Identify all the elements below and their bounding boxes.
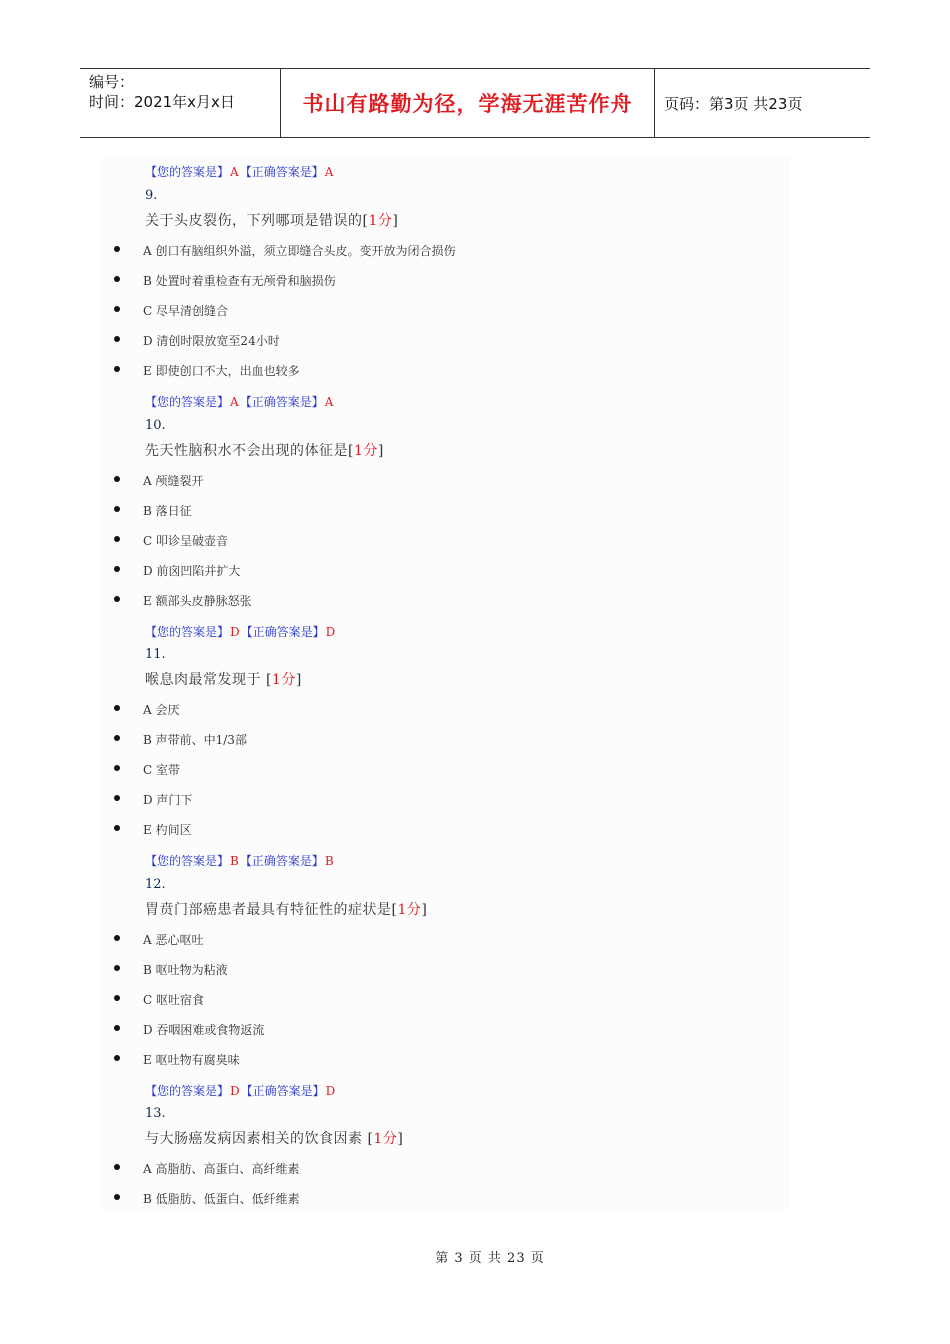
question-stem: 与大肠癌发病因素相关的饮食因素 [ [145, 1131, 374, 1147]
bullet-icon [114, 795, 120, 801]
option-text: C 叩诊呈破壶音 [143, 533, 228, 548]
option-text: A 恶心呕吐 [143, 932, 204, 947]
option-text: C 室带 [143, 763, 180, 777]
bullet-icon [114, 246, 120, 252]
option-item [100, 761, 790, 783]
option-text: C 呕吐宿食 [143, 992, 204, 1007]
your-answer-value: D [230, 624, 240, 639]
header-motto: 书山有路勤为径，学海无涯苦作舟 [281, 69, 655, 137]
option-item [100, 332, 790, 354]
your-answer-value: D [230, 1083, 240, 1098]
correct-answer-value: B [324, 854, 334, 868]
your-answer-value: A [230, 395, 239, 409]
correct-answer-label: 【正确答案是】 [240, 1083, 325, 1098]
question-bracket-close: ] [377, 442, 384, 459]
option-text: B 低脂肪、低蛋白、低纤维素 [143, 1192, 300, 1206]
option-item [100, 272, 790, 294]
question-number: 12. [145, 876, 166, 892]
option-text: B 处置时着重检查有无颅骨和脑损伤 [143, 274, 336, 288]
bullet-icon [114, 735, 120, 741]
answer-line [145, 1082, 336, 1099]
question-text [145, 1128, 403, 1148]
option-text: A 高脂肪、高蛋白、高纤维素 [143, 1162, 300, 1176]
bullet-icon [114, 705, 120, 711]
option-item [100, 961, 790, 983]
question-number: 11. [145, 647, 166, 662]
answer-line [145, 393, 334, 410]
option-item [100, 302, 790, 324]
your-answer-label: 【您的答案是】 [145, 624, 230, 639]
question-stem: 关于头皮裂伤，下列哪项是错误的[ [145, 213, 369, 229]
your-answer-value: A [230, 165, 239, 179]
bullet-icon [114, 1025, 120, 1031]
correct-answer-value: A [324, 395, 334, 409]
option-item [100, 472, 790, 494]
correct-answer-label: 【正确答案是】 [240, 624, 325, 639]
option-text: E 呕吐物有腐臭味 [143, 1052, 240, 1067]
bullet-icon [114, 1194, 120, 1200]
question-bracket-close: ] [421, 901, 428, 918]
question-score: 1分 [397, 901, 422, 918]
your-answer-label: 【您的答案是】 [145, 854, 230, 868]
option-text: E 即使创口不大，出血也较多 [143, 364, 300, 378]
option-item [100, 821, 790, 843]
bullet-icon [114, 276, 120, 282]
bullet-icon [114, 366, 120, 372]
option-text: C 尽早清创缝合 [143, 304, 228, 318]
option-text: E 杓间区 [143, 823, 192, 837]
header-meta [80, 69, 281, 137]
question-text [145, 669, 302, 689]
option-text: D 吞咽困难或食物返流 [143, 1022, 265, 1037]
bullet-icon [114, 336, 120, 342]
correct-answer-value: D [325, 1083, 336, 1098]
option-text: B 声带前、中1/3部 [143, 733, 247, 747]
question-score: 1分 [271, 672, 296, 688]
option-text: A 会厌 [143, 703, 180, 717]
option-item [100, 731, 790, 753]
option-item [100, 562, 790, 584]
bullet-icon [114, 596, 120, 602]
header-page-info: 页码：第3页 共23页 [664, 94, 803, 113]
question-bracket-close: ] [392, 213, 399, 229]
correct-answer-label: 【正确答案是】 [239, 854, 324, 868]
your-answer-label: 【您的答案是】 [145, 165, 230, 179]
correct-answer-value: A [324, 165, 334, 179]
question-bracket-close: ] [397, 1131, 404, 1147]
bullet-icon [114, 825, 120, 831]
option-item [100, 791, 790, 813]
option-item [100, 1021, 790, 1043]
option-text: D 前囟凹陷并扩大 [143, 563, 241, 578]
option-item [100, 362, 790, 384]
question-number: 13. [145, 1106, 166, 1121]
option-item [100, 931, 790, 953]
option-item [100, 991, 790, 1013]
option-item [100, 1190, 790, 1212]
option-text: A 创口有脑组织外溢，须立即缝合头皮。变开放为闭合损伤 [143, 244, 456, 258]
option-item [100, 1051, 790, 1073]
number-label: 编号： [89, 73, 135, 91]
time-label: 时间：2021年x月x日 [89, 93, 235, 111]
bullet-icon [114, 306, 120, 312]
option-item [100, 502, 790, 524]
option-item [100, 532, 790, 554]
answer-line [145, 852, 335, 869]
question-score: 1分 [373, 1131, 398, 1147]
correct-answer-label: 【正确答案是】 [239, 165, 324, 179]
bullet-icon [114, 1055, 120, 1061]
bullet-icon [114, 566, 120, 572]
bullet-icon [114, 965, 120, 971]
bullet-icon [114, 536, 120, 542]
question-bracket-close: ] [295, 672, 302, 688]
option-text: D 清创时限放宽至24小时 [143, 334, 280, 348]
your-answer-label: 【您的答案是】 [145, 1083, 230, 1098]
question-stem: 喉息肉最常发现于 [ [145, 672, 272, 688]
page-footer: 第 3 页 共 23 页 [435, 1251, 545, 1266]
question-score: 1分 [353, 442, 378, 459]
your-answer-value: B [230, 854, 239, 868]
question-score: 1分 [368, 213, 393, 229]
question-text [145, 899, 427, 919]
option-item [100, 592, 790, 614]
option-item [100, 242, 790, 264]
quiz-content [100, 157, 790, 1210]
correct-answer-label: 【正确答案是】 [239, 395, 324, 409]
bullet-icon [114, 1164, 120, 1170]
your-answer-label: 【您的答案是】 [145, 395, 230, 409]
option-text: A 颅缝裂开 [143, 473, 204, 488]
bullet-icon [114, 506, 120, 512]
page-header [80, 68, 870, 138]
option-item [100, 701, 790, 723]
option-text: B 呕吐物为粘液 [143, 962, 228, 977]
question-text [145, 210, 398, 230]
correct-answer-value: D [325, 624, 336, 639]
question-number: 9. [145, 188, 158, 203]
question-number: 10. [145, 417, 166, 433]
bullet-icon [114, 476, 120, 482]
option-text: D 声门下 [143, 793, 193, 807]
bullet-icon [114, 995, 120, 1001]
bullet-icon [114, 765, 120, 771]
question-text [145, 440, 384, 460]
question-stem: 胃贲门部癌患者最具有特征性的症状是[ [145, 901, 398, 918]
bullet-icon [114, 935, 120, 941]
option-text: B 落日征 [143, 503, 192, 518]
question-stem: 先天性脑积水不会出现的体征是[ [145, 442, 354, 459]
answer-line [145, 623, 336, 640]
option-text: E 额部头皮静脉怒张 [143, 593, 252, 608]
answer-line [145, 163, 334, 180]
option-item [100, 1160, 790, 1182]
